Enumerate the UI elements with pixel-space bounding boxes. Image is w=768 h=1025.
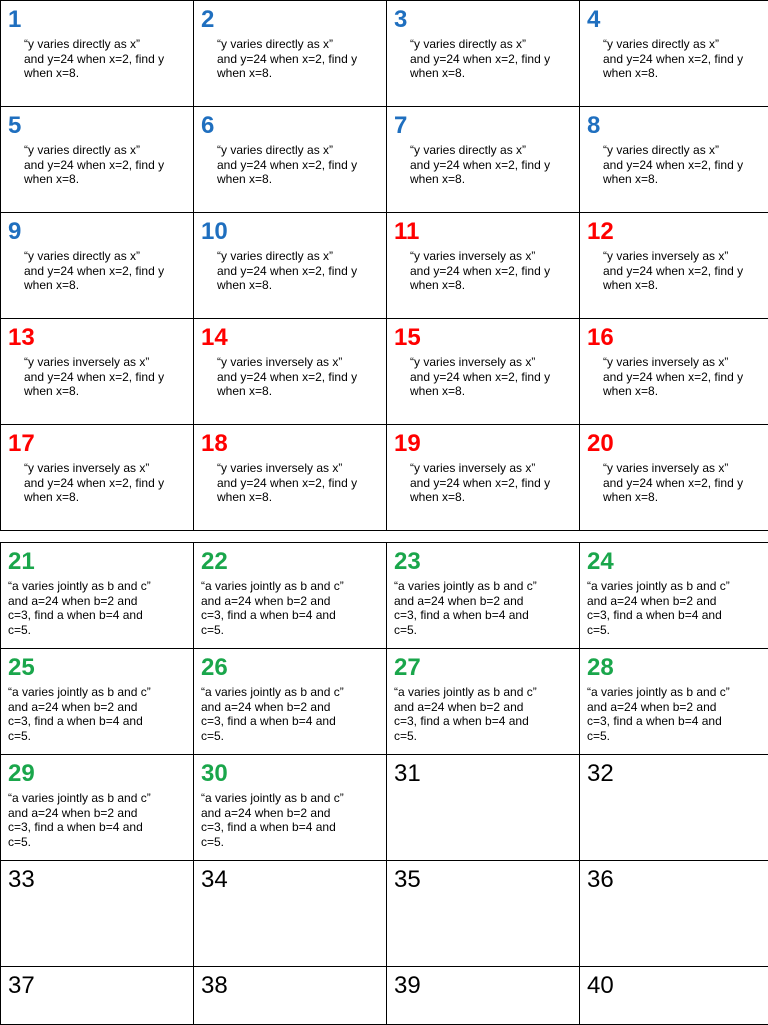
problem-cell-22: [194, 543, 387, 649]
problem-number: 35: [394, 866, 421, 893]
problem-number: 19: [394, 430, 421, 457]
problem-cell-6: [194, 107, 387, 213]
problem-text: “y varies directly as x” and y=24 when x=2, find y when x=8.: [410, 143, 551, 187]
problem-cell-33: [1, 861, 194, 967]
problem-text: “y varies directly as x” and y=24 when x=2, find y when x=8.: [24, 37, 165, 81]
problem-cell-36: [580, 861, 768, 967]
problem-number: 22: [201, 548, 228, 575]
problem-cell-30: [194, 755, 387, 861]
problem-cell-8: [580, 107, 768, 213]
problem-number: 3: [394, 6, 408, 33]
problem-text: “a varies jointly as b and c” and a=24 when b=2 and c=3, find a when b=4 and c=5.: [587, 685, 730, 743]
problem-cell-20: [580, 425, 768, 531]
problem-text: “y varies directly as x” and y=24 when x=2, find y when x=8.: [24, 249, 165, 293]
problem-text: “y varies inversely as x” and y=24 when x=2, find y when x=8.: [24, 461, 165, 505]
problem-number: 12: [587, 218, 614, 245]
problem-cell-12: [580, 213, 768, 319]
problem-cell-15: [387, 319, 580, 425]
problem-number: 21: [8, 548, 35, 575]
problem-text: “y varies directly as x” and y=24 when x=2, find y when x=8.: [24, 143, 165, 187]
problem-cell-29: [1, 755, 194, 861]
problem-text: “a varies jointly as b and c” and a=24 when b=2 and c=3, find a when b=4 and c=5.: [8, 791, 151, 849]
problem-cell-10: [194, 213, 387, 319]
problem-text: “a varies jointly as b and c” and a=24 when b=2 and c=3, find a when b=4 and c=5.: [201, 685, 344, 743]
problem-cell-25: [1, 649, 194, 755]
problem-text: “a varies jointly as b and c” and a=24 when b=2 and c=3, find a when b=4 and c=5.: [201, 791, 344, 849]
problem-text: “y varies inversely as x” and y=24 when x=2, find y when x=8.: [217, 461, 358, 505]
problem-number: 25: [8, 654, 35, 681]
problem-number: 7: [394, 112, 408, 139]
problem-number: 32: [587, 760, 614, 787]
problem-cell-28: [580, 649, 768, 755]
problem-text: “a varies jointly as b and c” and a=24 when b=2 and c=3, find a when b=4 and c=5.: [8, 579, 151, 637]
problem-text: “a varies jointly as b and c” and a=24 when b=2 and c=3, find a when b=4 and c=5.: [587, 579, 730, 637]
problem-number: 37: [8, 972, 35, 999]
problem-number: 16: [587, 324, 614, 351]
problem-number: 13: [8, 324, 35, 351]
problem-number: 39: [394, 972, 421, 999]
problem-number: 4: [587, 6, 601, 33]
problem-number: 33: [8, 866, 35, 893]
problem-cell-4: [580, 1, 768, 107]
problem-cell-19: [387, 425, 580, 531]
problem-number: 29: [8, 760, 35, 787]
problem-number: 38: [201, 972, 228, 999]
problem-cell-39: [387, 967, 580, 1025]
problem-cell-40: [580, 967, 768, 1025]
problem-number: 2: [201, 6, 215, 33]
problem-text: “y varies inversely as x” and y=24 when x=2, find y when x=8.: [410, 249, 551, 293]
problem-cell-27: [387, 649, 580, 755]
problem-cell-11: [387, 213, 580, 319]
problem-number: 40: [587, 972, 614, 999]
problem-number: 31: [394, 760, 421, 787]
problem-cell-23: [387, 543, 580, 649]
problem-text: “y varies directly as x” and y=24 when x=2, find y when x=8.: [603, 143, 744, 187]
problem-number: 36: [587, 866, 614, 893]
problem-cell-16: [580, 319, 768, 425]
problem-text: “y varies inversely as x” and y=24 when x=2, find y when x=8.: [603, 355, 744, 399]
problem-number: 27: [394, 654, 421, 681]
problem-cell-34: [194, 861, 387, 967]
problem-cell-35: [387, 861, 580, 967]
problem-cell-26: [194, 649, 387, 755]
problem-cell-18: [194, 425, 387, 531]
problem-number: 11: [394, 218, 420, 245]
problem-text: “y varies inversely as x” and y=24 when x=2, find y when x=8.: [603, 461, 744, 505]
problem-number: 5: [8, 112, 22, 139]
worksheet-grid-bottom: [0, 542, 768, 1025]
problem-cell-1: [1, 1, 194, 107]
problem-cell-5: [1, 107, 194, 213]
problem-cell-17: [1, 425, 194, 531]
problem-cell-7: [387, 107, 580, 213]
problem-number: 34: [201, 866, 228, 893]
problem-number: 30: [201, 760, 228, 787]
problem-text: “a varies jointly as b and c” and a=24 when b=2 and c=3, find a when b=4 and c=5.: [201, 579, 344, 637]
problem-cell-38: [194, 967, 387, 1025]
problem-number: 17: [8, 430, 35, 457]
problem-number: 26: [201, 654, 228, 681]
problem-number: 28: [587, 654, 614, 681]
problem-text: “a varies jointly as b and c” and a=24 when b=2 and c=3, find a when b=4 and c=5.: [8, 685, 151, 743]
problem-number: 6: [201, 112, 215, 139]
problem-number: 8: [587, 112, 601, 139]
problem-text: “y varies directly as x” and y=24 when x=2, find y when x=8.: [410, 37, 551, 81]
problem-cell-3: [387, 1, 580, 107]
problem-number: 15: [394, 324, 421, 351]
problem-cell-14: [194, 319, 387, 425]
problem-text: “y varies directly as x” and y=24 when x=2, find y when x=8.: [217, 143, 358, 187]
problem-text: “y varies inversely as x” and y=24 when x=2, find y when x=8.: [217, 355, 358, 399]
problem-cell-9: [1, 213, 194, 319]
problem-text: “a varies jointly as b and c” and a=24 when b=2 and c=3, find a when b=4 and c=5.: [394, 579, 537, 637]
problem-text: “y varies inversely as x” and y=24 when x=2, find y when x=8.: [410, 461, 551, 505]
problem-cell-2: [194, 1, 387, 107]
problem-cell-31: [387, 755, 580, 861]
problem-text: “a varies jointly as b and c” and a=24 when b=2 and c=3, find a when b=4 and c=5.: [394, 685, 537, 743]
problem-text: “y varies directly as x” and y=24 when x=2, find y when x=8.: [217, 249, 358, 293]
problem-number: 9: [8, 218, 22, 245]
problem-cell-13: [1, 319, 194, 425]
problem-number: 24: [587, 548, 614, 575]
problem-number: 18: [201, 430, 228, 457]
problem-cell-32: [580, 755, 768, 861]
problem-text: “y varies inversely as x” and y=24 when x=2, find y when x=8.: [24, 355, 165, 399]
problem-cell-37: [1, 967, 194, 1025]
problem-number: 1: [8, 6, 22, 33]
problem-number: 10: [201, 218, 228, 245]
problem-text: “y varies directly as x” and y=24 when x=2, find y when x=8.: [217, 37, 358, 81]
problem-number: 20: [587, 430, 614, 457]
problem-text: “y varies inversely as x” and y=24 when x=2, find y when x=8.: [410, 355, 551, 399]
problem-cell-21: [1, 543, 194, 649]
problem-text: “y varies inversely as x” and y=24 when x=2, find y when x=8.: [603, 249, 744, 293]
problem-cell-24: [580, 543, 768, 649]
problem-text: “y varies directly as x” and y=24 when x=2, find y when x=8.: [603, 37, 744, 81]
problem-number: 23: [394, 548, 421, 575]
problem-number: 14: [201, 324, 228, 351]
